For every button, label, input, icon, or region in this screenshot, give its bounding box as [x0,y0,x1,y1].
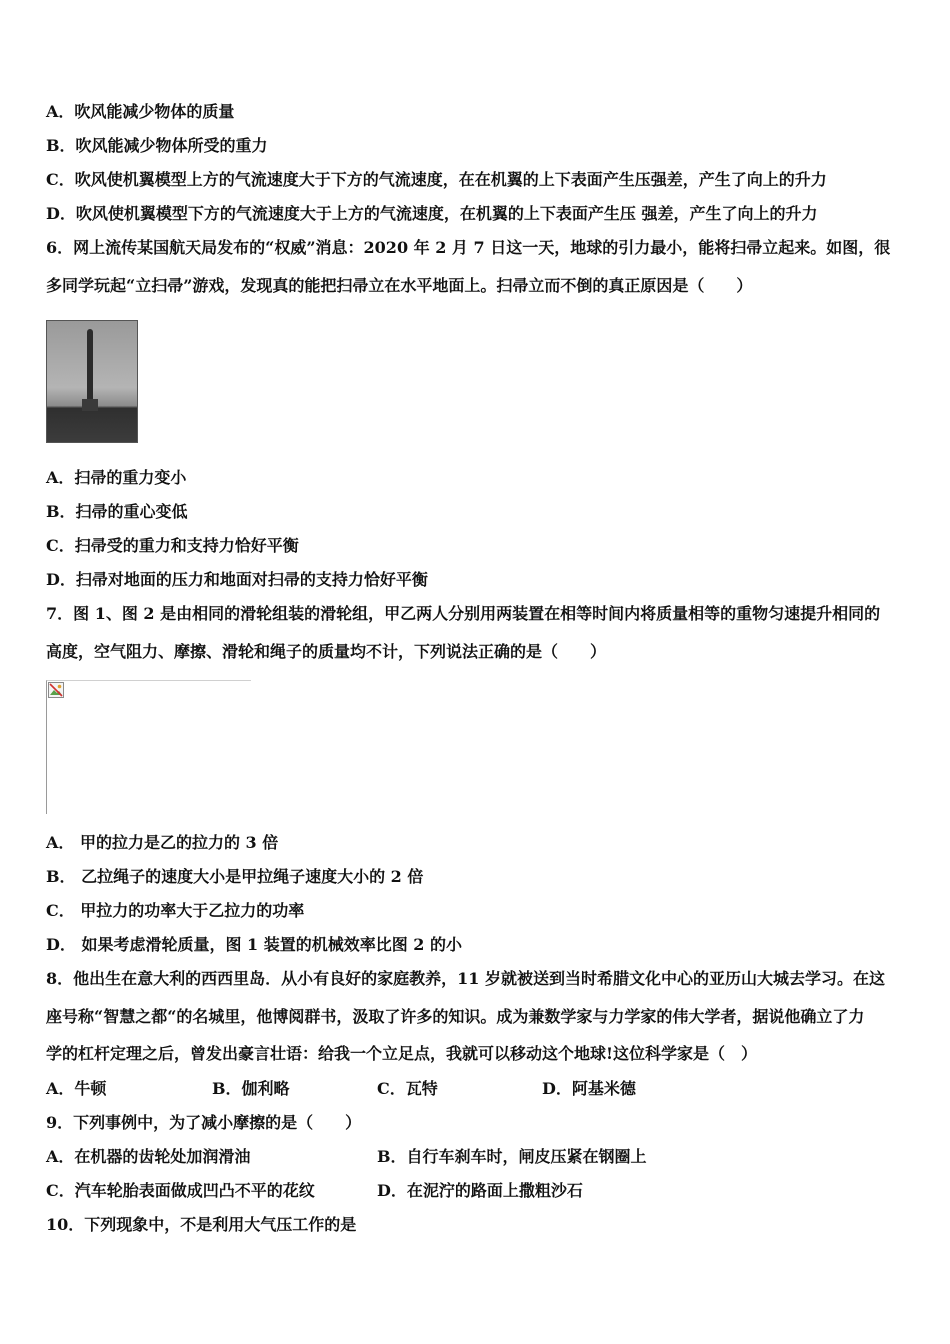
q9-option-c: C．汽车轮胎表面做成凹凸不平的花纹 [46,1181,315,1200]
q7-stem-line-2: 高度，空气阻力、摩擦、滑轮和绳子的质量均不计，下列说法正确的是（ ） [46,642,607,661]
q7-option-d: D． 如果考虑滑轮质量，图 1 装置的机械效率比图 2 的小 [46,935,462,954]
pulley-figure-placeholder [46,680,251,814]
q8-option-b: B．伽利略 [212,1079,290,1098]
q9-option-b: B．自行车刹车时，闸皮压紧在钢圈上 [377,1147,647,1166]
q5-option-a: A．吹风能减少物体的质量 [46,102,235,121]
q6-option-d: D．扫帚对地面的压力和地面对扫帚的支持力恰好平衡 [46,570,428,589]
q8-option-a: A．牛顿 [46,1079,107,1098]
q5-option-d: D．吹风使机翼模型下方的气流速度大于上方的气流速度，在机翼的上下表面产生压 强差，产生了向上的升力 [46,204,818,223]
q9-stem: 9．下列事例中，为了减小摩擦的是（ ） [46,1113,362,1132]
q8-stem-line-1: 8．他出生在意大利的西西里岛．从小有良好的家庭教养，11 岁就被送到当时希腊文化中心的亚历山大城去学习。在这 [46,969,885,988]
q6-option-a: A．扫帚的重力变小 [46,468,187,487]
q6-stem-line-2: 多同学玩起“立扫帚”游戏，发现真的能把扫帚立在水平地面上。扫帚立而不倒的真正原因是（ ） [46,276,753,295]
q8-option-d: D．阿基米德 [542,1079,636,1098]
broom-head [82,399,98,411]
q5-option-b: B．吹风能减少物体所受的重力 [46,136,268,155]
q7-stem-line-1: 7．图 1、图 2 是由相同的滑轮组装的滑轮组，甲乙两人分别用两装置在相等时间内将质量相等的重物匀速提升相同的 [46,604,881,623]
q10-stem: 10．下列现象中，不是利用大气压工作的是 [46,1215,357,1234]
q5-option-c: C．吹风使机翼模型上方的气流速度大于下方的气流速度，在在机翼的上下表面产生压强差，产生了向上的升力 [46,170,827,189]
q9-option-d: D．在泥泞的路面上撒粗沙石 [377,1181,583,1200]
broom-handle [87,329,93,409]
q6-stem-line-1: 6．网上流传某国航天局发布的“权威”消息：2020 年 2 月 7 日这一天，地球的引力最小，能将扫帚立起来。如图，很 [46,238,891,257]
q7-option-c: C． 甲拉力的功率大于乙拉力的功率 [46,901,305,920]
q8-option-c: C．瓦特 [377,1079,438,1098]
q8-stem-line-3: 学的杠杆定理之后，曾发出豪言壮语：给我一个立足点，我就可以移动这个地球!这位科学家是（ ） [46,1044,758,1063]
broken-image-icon [48,682,64,698]
q6-option-b: B．扫帚的重心变低 [46,502,188,521]
broom-standing-photo [46,320,138,443]
q7-option-a: A． 甲的拉力是乙的拉力的 3 倍 [46,833,279,852]
q8-stem-line-2: 座号称“智慧之都“的名城里，他博阅群书，汲取了许多的知识。成为兼数学家与力学家的伟大学者，据说他确立了力 [46,1007,865,1026]
q7-option-b: B． 乙拉绳子的速度大小是甲拉绳子速度大小的 2 倍 [46,867,424,886]
q6-option-c: C．扫帚受的重力和支持力恰好平衡 [46,536,299,555]
q9-option-a: A．在机器的齿轮处加润滑油 [46,1147,251,1166]
